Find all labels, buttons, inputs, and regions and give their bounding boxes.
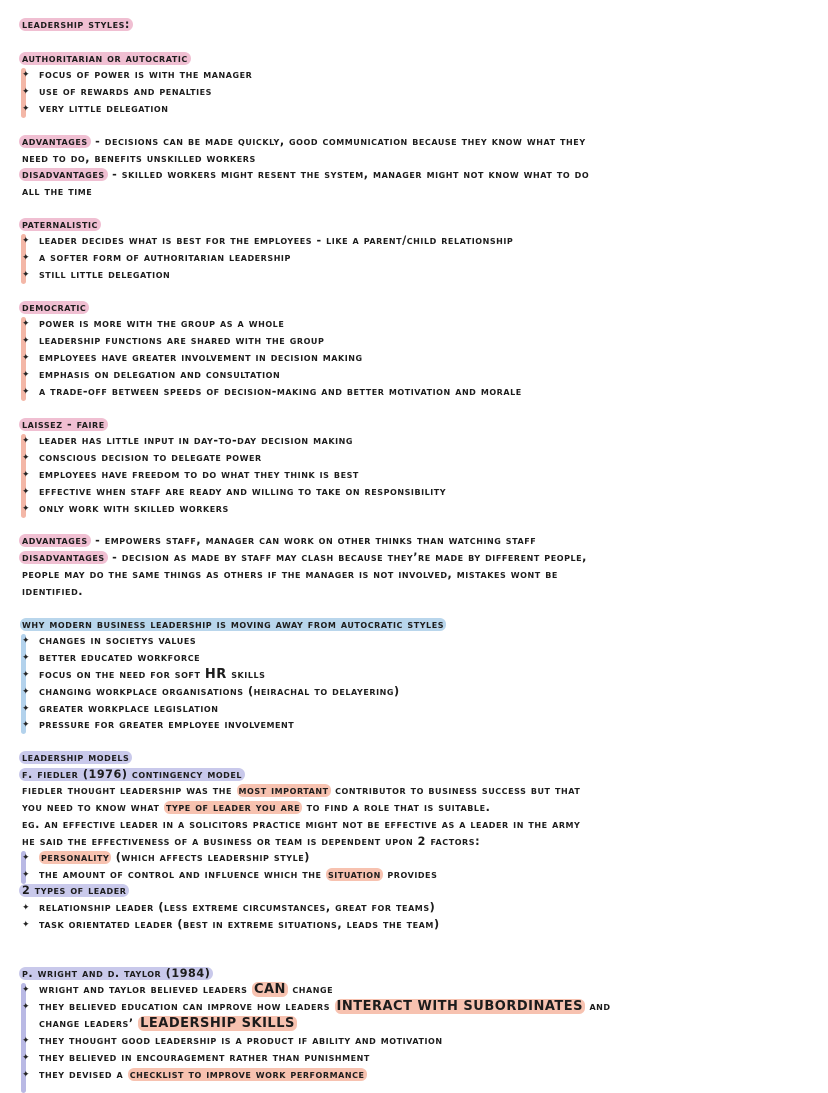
bullet-icon: ✦ xyxy=(22,104,30,114)
list-item: they devised a checklist to improve work performance xyxy=(39,1068,365,1081)
disadvantages-line-cont: all the time xyxy=(22,185,93,198)
disadvantages-line: disadvantages - decision as made by staff may clash because they’re made by different people, xyxy=(22,550,587,566)
bullet-icon: ✦ xyxy=(22,1036,30,1046)
bullet-icon: ✦ xyxy=(22,870,30,880)
advantages-line-cont: need to do, benefits unskilled workers xyxy=(22,152,256,165)
fiedler-paragraph: he said the effectiveness of a business or team is dependent upon 2 factors: xyxy=(22,835,481,848)
bullet-icon: ✦ xyxy=(22,636,30,646)
bullet-icon: ✦ xyxy=(22,453,30,463)
list-item: effective when staff are ready and willing to take on responsibility xyxy=(39,485,447,498)
page-title: leadership styles: xyxy=(22,17,133,33)
fiedler-paragraph: you need to know what type of leader you are to find a role that is suitable. xyxy=(22,801,491,814)
bullet-icon: ✦ xyxy=(22,704,30,714)
heading-fiedler: f. fiedler (1976) contingency model xyxy=(22,767,245,783)
bullet-icon: ✦ xyxy=(22,87,30,97)
bullet-icon: ✦ xyxy=(22,436,30,446)
bullet-icon: ✦ xyxy=(22,670,30,680)
advantages-line: advantages - decisions can be made quickly, good communication because they know what they xyxy=(22,134,586,150)
fiedler-paragraph: fiedler thought leadership was the most important contributor to business success but that xyxy=(22,784,581,797)
list-item: pressure for greater employee involvement xyxy=(39,718,295,731)
bullet-icon: ✦ xyxy=(22,236,30,246)
disadvantages-line-cont: identified. xyxy=(22,585,84,598)
bullet-icon: ✦ xyxy=(22,319,30,329)
list-item: leader decides what is best for the employees - like a parent/child relationship xyxy=(39,234,514,247)
list-item: changing workplace organisations (heirachal to delayering) xyxy=(39,685,400,698)
heading-why-modern: why modern business leadership is moving away from autocratic styles xyxy=(22,618,445,631)
bullet-icon: ✦ xyxy=(22,687,30,697)
bullet-icon: ✦ xyxy=(22,653,30,663)
list-item: employees have freedom to do what they think is best xyxy=(39,468,359,481)
list-item: leader has little input in day-to-day decision making xyxy=(39,434,354,447)
list-item: still little delegation xyxy=(39,268,171,281)
bullet-icon: ✦ xyxy=(22,985,30,995)
list-item: employees have greater involvement in decision making xyxy=(39,351,363,364)
list-item: relationship leader (less extreme circumstances, great for teams) xyxy=(39,901,436,914)
list-item: greater workplace legislation xyxy=(39,702,219,715)
list-item: a softer form of authoritarian leadership xyxy=(39,251,291,264)
heading-wright-taylor: p. wright and d. taylor (1984) xyxy=(22,966,213,982)
bullet-icon: ✦ xyxy=(22,470,30,480)
bullet-icon: ✦ xyxy=(22,920,30,930)
heading-paternalistic: paternalistic xyxy=(22,217,101,233)
fiedler-paragraph: eg. an effective leader in a solicitors practice might not be effective as a leader in the army xyxy=(22,818,581,831)
heading-laissez-faire: laissez - faire xyxy=(22,417,108,433)
list-item: task orientated leader (best in extreme situations, leads the team) xyxy=(39,918,440,931)
disadvantages-line-cont: people may do the same things as others if the manager is not involved, mistakes wont be xyxy=(22,568,558,581)
list-item: conscious decision to delegate power xyxy=(39,451,262,464)
list-item: focus of power is with the manager xyxy=(39,68,253,81)
list-item: use of rewards and penalties xyxy=(39,85,212,98)
bullet-icon: ✦ xyxy=(22,370,30,380)
bullet-icon: ✦ xyxy=(22,1070,30,1080)
bullet-icon: ✦ xyxy=(22,487,30,497)
heading-leadership-models: leadership models xyxy=(22,750,132,766)
bullet-icon: ✦ xyxy=(22,336,30,346)
bullet-icon: ✦ xyxy=(22,353,30,363)
heading-authoritarian: authoritarian or autocratic xyxy=(22,51,191,67)
list-item: leadership functions are shared with the group xyxy=(39,334,325,347)
bullet-icon: ✦ xyxy=(22,270,30,280)
bullet-icon: ✦ xyxy=(22,1053,30,1063)
list-item: they believed in encouragement rather than punishment xyxy=(39,1051,370,1064)
list-item: very little delegation xyxy=(39,102,169,115)
bullet-icon: ✦ xyxy=(22,387,30,397)
list-item: the amount of control and influence which the situation provides xyxy=(39,868,438,881)
advantages-line: advantages - empowers staff, manager can work on other thinks than watching staff xyxy=(22,533,536,549)
list-item: they thought good leadership is a product if ability and motivation xyxy=(39,1034,443,1047)
list-item: they believed education can improve how leaders INTERACT WITH SUBORDINATES and xyxy=(39,999,611,1014)
list-item: a trade-off between speeds of decision-making and better motivation and morale xyxy=(39,385,522,398)
bullet-icon: ✦ xyxy=(22,720,30,730)
list-item: power is more with the group as a whole xyxy=(39,317,285,330)
list-item: emphasis on delegation and consultation xyxy=(39,368,281,381)
list-item: better educated workforce xyxy=(39,651,201,664)
bullet-icon: ✦ xyxy=(22,1002,30,1012)
heading-democratic: democratic xyxy=(22,300,89,316)
list-item-cont: change leaders’ LEADERSHIP SKILLS xyxy=(39,1016,295,1031)
bullet-icon: ✦ xyxy=(22,253,30,263)
list-item: focus on the need for soft HR skills xyxy=(39,667,266,682)
bullet-icon: ✦ xyxy=(22,853,30,863)
list-item: only work with skilled workers xyxy=(39,502,229,515)
bullet-icon: ✦ xyxy=(22,903,30,913)
heading-types-of-leader: 2 types of leader xyxy=(22,883,129,899)
disadvantages-line: disadvantages - skilled workers might resent the system, manager might not know what to do xyxy=(22,167,589,183)
list-item: wright and taylor believed leaders CAN change xyxy=(39,982,334,997)
bullet-icon: ✦ xyxy=(22,70,30,80)
bullet-icon: ✦ xyxy=(22,504,30,514)
list-item: personality (which affects leadership style) xyxy=(41,851,310,864)
list-item: changes in societys values xyxy=(39,634,197,647)
